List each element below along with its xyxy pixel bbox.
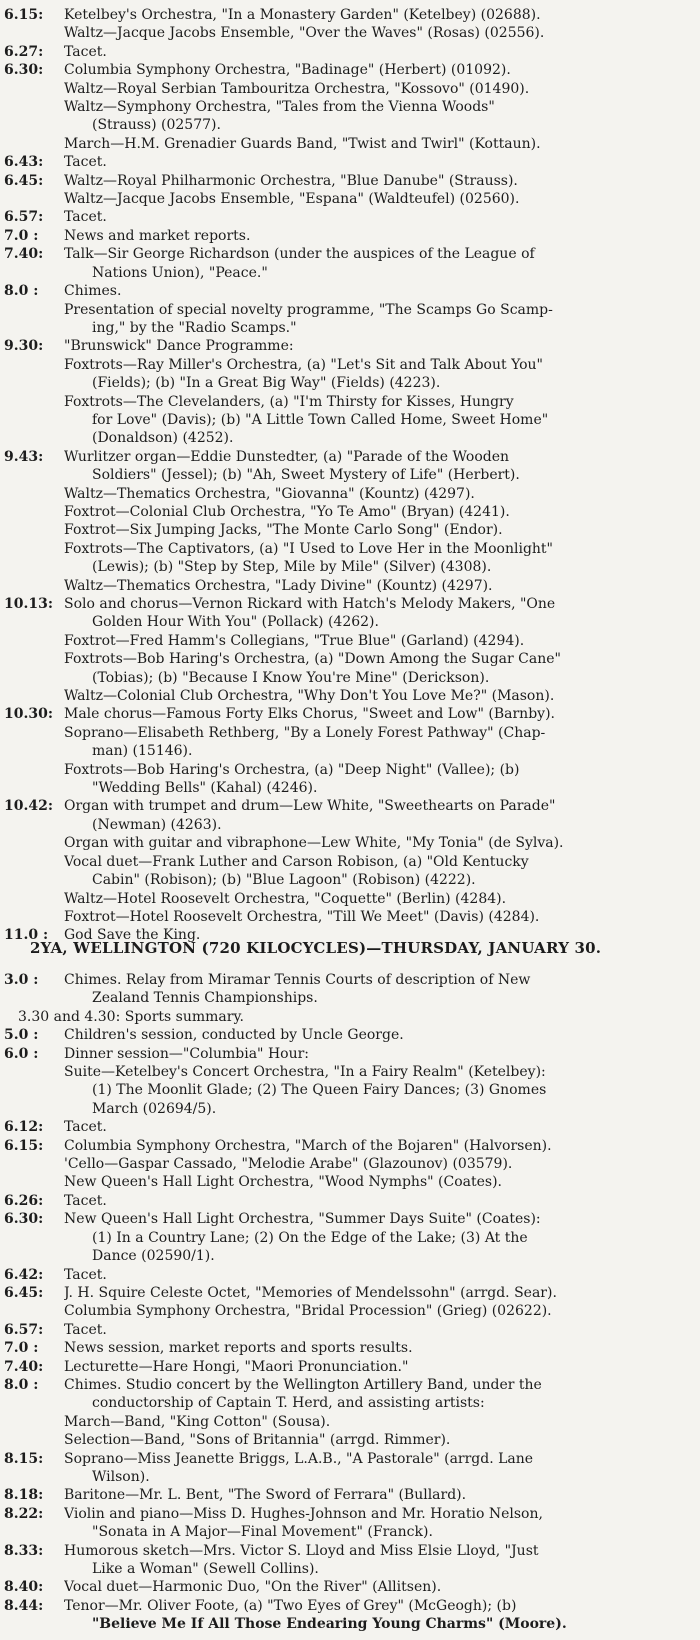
entry-line: New Queen's Hall Light Orchestra, "Wood Nymphs" (Coates).: [64, 1174, 502, 1191]
entry-time: 10.30:: [4, 706, 54, 723]
programme-entry: [4, 172, 672, 209]
programme-entry: [4, 1578, 672, 1596]
entry-time: 6.30:: [4, 1211, 44, 1228]
entry-line: (Tobias); (b) "Because I Know You're Mine" (Derickson).: [92, 669, 490, 686]
entry-time: 6.0 :: [4, 1045, 39, 1062]
entry-line: Tacet.: [64, 1119, 107, 1136]
entry-line: Tacet.: [64, 154, 107, 171]
programme-entry: [4, 1542, 672, 1579]
entry-time: 9.43:: [4, 448, 44, 465]
programme-entry: [4, 1376, 672, 1450]
entry-time: 8.18:: [4, 1487, 44, 1504]
entry-line: Organ with trumpet and drum—Lew White, "Sweethearts on Parade": [64, 798, 556, 815]
programme-entry: [4, 208, 672, 226]
programme-entry: [4, 245, 672, 282]
entry-time: 8.22:: [4, 1505, 44, 1522]
programme-entry: [4, 1505, 672, 1542]
entry-line: Foxtrots—Ray Miller's Orchestra, (a) "Let's Sit and Talk About You": [64, 356, 543, 373]
entry-line: Tacet.: [64, 1192, 107, 1209]
entry-line: Violin and piano—Miss D. Hughes-Johnson and Mr. Horatio Nelson,: [64, 1505, 543, 1522]
entry-line: Wurlitzer organ—Eddie Dunstedter, (a) "Parade of the Wooden: [64, 448, 510, 465]
programme-entry: [4, 797, 672, 926]
entry-line: Waltz—Thematics Orchestra, "Giovanna" (Kountz) (4297).: [64, 485, 475, 502]
entry-line: Foxtrots—The Captivators, (a) "I Used to Love Her in the Moonlight": [64, 540, 553, 557]
entry-line: Waltz—Symphony Orchestra, "Tales from the Vienna Woods": [64, 99, 495, 116]
entry-time: 8.0 :: [4, 283, 39, 300]
entry-line: (Strauss) (02577).: [92, 117, 221, 134]
entry-time: 3.0 :: [4, 972, 39, 988]
entry-line: Solo and chorus—Vernon Rickard with Hatch's Melody Makers, "One: [64, 596, 556, 612]
entry-time: 10.13:: [4, 596, 54, 612]
entry-line: Zealand Tennis Championships.: [92, 990, 318, 1007]
entry-line: God Save the King.: [64, 927, 201, 944]
entry-line: (1) The Moonlit Glade; (2) The Queen Fairy Dances; (3) Gnomes: [92, 1082, 547, 1099]
entry-time: 8.44:: [4, 1597, 44, 1614]
programme-entry: [4, 595, 672, 705]
programme-entry: [4, 1358, 672, 1376]
entry-time: 5.0 :: [4, 1027, 39, 1044]
entry-time: 6.42:: [4, 1266, 44, 1283]
programme-entry: [4, 337, 672, 447]
programme-entry: [4, 1137, 672, 1192]
entry-line: man) (15146).: [92, 743, 193, 760]
entry-line: Children's session, conducted by Uncle George.: [64, 1027, 404, 1044]
entry-line: Like a Woman" (Sewell Collins).: [92, 1561, 319, 1577]
entry-time: 10.42:: [4, 798, 54, 815]
entry-time: 6.27:: [4, 43, 44, 60]
entry-time: 6.45:: [4, 172, 44, 189]
entry-line: Cabin" (Robison); (b) "Blue Lagoon" (Robison) (4222).: [92, 872, 476, 889]
entry-line: Columbia Symphony Orchestra, "Badinage" (Herbert) (01092).: [64, 62, 511, 79]
entry-line: Male chorus—Famous Forty Elks Chorus, "Sweet and Low" (Barnby).: [64, 706, 555, 723]
entry-line: Foxtrots—The Clevelanders, (a) "I'm Thirsty for Kisses, Hungry: [64, 393, 514, 410]
entry-time: 8.33:: [4, 1542, 44, 1559]
entry-line: Organ with guitar and vibraphone—Lew White, "My Tonia" (de Sylva).: [64, 835, 564, 852]
entry-line: Chimes. Studio concert by the Wellington Artillery Band, under the: [64, 1376, 542, 1393]
entry-line: Vocal duet—Harmonic Duo, "On the River" (Allitsen).: [64, 1579, 442, 1596]
entry-line: conductorship of Captain T. Herd, and assisting artists:: [92, 1395, 485, 1412]
programme-entry: [4, 448, 672, 595]
entry-line: Nations Union), "Peace.": [92, 264, 268, 281]
programme-entry: [4, 1210, 672, 1265]
entry-line: Talk—Sir George Richardson (under the auspices of the League of: [64, 246, 535, 263]
entry-line: Waltz—Hotel Roosevelt Orchestra, "Coquette" (Berlin) (4284).: [64, 890, 507, 907]
entry-line: Waltz—Jacque Jacobs Ensemble, "Over the Waves" (Rosas) (02556).: [64, 25, 545, 42]
entry-line: (Fields); (b) "In a Great Big Way" (Fields) (4223).: [92, 375, 441, 392]
entry-line: Tacet.: [64, 43, 107, 60]
entry-line: Soprano—Miss Jeanette Briggs, L.A.B., "A Pastorale" (arrgd. Lane: [64, 1450, 534, 1467]
entry-line: March—Band, "King Cotton" (Sousa).: [64, 1413, 331, 1430]
entry-line: Foxtrot—Fred Hamm's Collegians, "True Blue" (Garland) (4294).: [64, 632, 525, 649]
entry-time: 7.40:: [4, 246, 44, 263]
entry-line: Golden Hour With You" (Pollack) (4262).: [92, 614, 379, 631]
entry-time: 9.30:: [4, 338, 44, 355]
programme-entry: [4, 1118, 672, 1136]
entry-line: (1) In a Country Lane; (2) On the Edge of the Lake; (3) At the: [92, 1229, 528, 1246]
station-heading: 2YA, WELLINGTON (720 KILOCYCLES)—THURSDAY, JANUARY 30.: [30, 939, 602, 957]
programme-entry: [4, 1266, 672, 1284]
entry-line: Lecturette—Hare Hongi, "Maori Pronunciation.": [64, 1358, 409, 1375]
entry-line: "Wedding Bells" (Kahal) (4246).: [92, 780, 318, 797]
programme-entry: [4, 1026, 672, 1044]
programme-entry: [4, 1008, 672, 1026]
programme-entry: [4, 1284, 672, 1321]
entry-line: Tacet.: [64, 209, 107, 226]
entry-line: (Lewis); (b) "Step by Step, Mile by Mile" (Silver) (4308).: [92, 559, 492, 576]
entry-line: "Brunswick" Dance Programme:: [64, 338, 294, 355]
entry-line: Waltz—Thematics Orchestra, "Lady Divine" (Kountz) (4297).: [64, 577, 493, 594]
entry-line: Tenor—Mr. Oliver Foote, (a) "Two Eyes of Grey" (McGeogh); (b): [64, 1597, 517, 1614]
programme-entry: [4, 1339, 672, 1357]
entry-line: Tacet.: [64, 1266, 107, 1283]
entry-line: Vocal duet—Frank Luther and Carson Robison, (a) "Old Kentucky: [64, 853, 529, 870]
entry-line: (Newman) (4263).: [92, 816, 222, 833]
entry-time: 8.0 :: [4, 1376, 39, 1393]
programme-entry: [4, 282, 672, 337]
programme-entry: [4, 43, 672, 61]
entry-line: News session, market reports and sports results.: [64, 1340, 413, 1357]
entry-time: 11.0 :: [4, 927, 49, 944]
entry-line: J. H. Squire Celeste Octet, "Memories of Mendelssohn" (arrgd. Sear).: [64, 1284, 557, 1301]
entry-line: 3.30 and 4.30: Sports summary.: [18, 1008, 244, 1025]
entry-line: Foxtrots—Bob Haring's Orchestra, (a) "Down Among the Sugar Cane": [64, 651, 561, 668]
entry-line: Dance (02590/1).: [92, 1248, 215, 1265]
programme-entry: [4, 1045, 672, 1119]
entry-line: ing," by the "Radio Scamps.": [92, 319, 297, 336]
entry-line: Columbia Symphony Orchestra, "Bridal Procession" (Grieg) (02622).: [64, 1303, 552, 1320]
entry-line: Suite—Ketelbey's Concert Orchestra, "In a Fairy Realm" (Ketelbey):: [64, 1064, 546, 1081]
entry-line: Waltz—Jacque Jacobs Ensemble, "Espana" (Waldteufel) (02560).: [64, 191, 520, 208]
entry-time: 6.57:: [4, 209, 44, 226]
programme-entry: [4, 1192, 672, 1210]
programme-part-2: [4, 971, 672, 1634]
programme-entry: [4, 705, 672, 797]
programme-entry: [4, 153, 672, 171]
entry-line: Foxtrot—Hotel Roosevelt Orchestra, "Till We Meet" (Davis) (4284).: [64, 908, 540, 925]
programme-entry: [4, 1321, 672, 1339]
entry-line: "Sonata in A Major—Final Movement" (Franck).: [92, 1524, 433, 1541]
programme-entry: [4, 971, 672, 1008]
entry-line: "Believe Me If All Those Endearing Young Charms" (Moore).: [92, 1616, 567, 1633]
entry-time: 6.30:: [4, 62, 44, 79]
entry-line: Tacet.: [64, 1321, 107, 1338]
entry-time: 6.26:: [4, 1192, 44, 1209]
entry-time: 6.45:: [4, 1284, 44, 1301]
entry-line: Columbia Symphony Orchestra, "March of the Bojaren" (Halvorsen).: [64, 1137, 552, 1154]
entry-line: Chimes. Relay from Miramar Tennis Courts of description of New: [64, 972, 531, 988]
entry-line: Waltz—Royal Philharmonic Orchestra, "Blue Danube" (Strauss).: [64, 172, 518, 189]
entry-line: Soprano—Elisabeth Rethberg, "By a Lonely Forest Pathway" (Chap-: [64, 724, 546, 741]
entry-line: for Love" (Davis); (b) "A Little Town Called Home, Sweet Home": [92, 411, 549, 428]
programme-part-1: [4, 6, 672, 945]
entry-time: 7.0 :: [4, 1340, 39, 1357]
entry-line: Selection—Band, "Sons of Britannia" (arrgd. Rimmer).: [64, 1432, 451, 1449]
entry-time: 6.57:: [4, 1321, 44, 1338]
entry-line: News and market reports.: [64, 227, 251, 244]
entry-line: Presentation of special novelty programme, "The Scamps Go Scamp-: [64, 301, 553, 318]
entry-line: March (02694/5).: [92, 1100, 217, 1117]
entry-time: 8.40:: [4, 1579, 44, 1596]
entry-line: New Queen's Hall Light Orchestra, "Summer Days Suite" (Coates):: [64, 1211, 541, 1228]
entry-line: Waltz—Colonial Club Orchestra, "Why Don't You Love Me?" (Mason).: [64, 688, 555, 705]
entry-time: 6.15:: [4, 7, 44, 23]
entry-line: Foxtrots—Bob Haring's Orchestra, (a) "Deep Night" (Vallee); (b): [64, 761, 520, 778]
entry-line: Foxtrot—Colonial Club Orchestra, "Yo Te Amo" (Bryan) (4241).: [64, 503, 510, 520]
entry-line: 'Cello—Gaspar Cassado, "Melodie Arabe" (Glazounov) (03579).: [64, 1156, 513, 1173]
entry-line: Ketelbey's Orchestra, "In a Monastery Garden" (Ketelbey) (02688).: [64, 7, 541, 23]
entry-line: Chimes.: [64, 283, 122, 300]
entry-time: 6.12:: [4, 1119, 44, 1136]
programme-entry: [4, 61, 672, 153]
entry-time: 6.43:: [4, 154, 44, 171]
entry-time: 7.40:: [4, 1358, 44, 1375]
entry-line: Waltz—Royal Serbian Tambouritza Orchestra, "Kossovo" (01490).: [64, 80, 530, 97]
programme-entry: [4, 1450, 672, 1487]
entry-line: Dinner session—"Columbia" Hour:: [64, 1045, 310, 1062]
entry-line: Foxtrot—Six Jumping Jacks, "The Monte Carlo Song" (Endor).: [64, 522, 503, 539]
programme-entry: [4, 1486, 672, 1504]
programme-entry: [4, 6, 672, 43]
entry-time: 8.15:: [4, 1450, 44, 1467]
entry-time: 7.0 :: [4, 227, 39, 244]
entry-line: March—H.M. Grenadier Guards Band, "Twist and Twirl" (Kottaun).: [64, 135, 541, 152]
entry-line: Humorous sketch—Mrs. Victor S. Lloyd and Miss Elsie Lloyd, "Just: [64, 1542, 539, 1559]
programme-entry: [4, 227, 672, 245]
entry-line: Wilson).: [92, 1468, 150, 1485]
entry-line: Soldiers" (Jessel); (b) "Ah, Sweet Mystery of Life" (Herbert).: [92, 467, 520, 484]
entry-line: Baritone—Mr. L. Bent, "The Sword of Ferrara" (Bullard).: [64, 1487, 467, 1504]
entry-line: (Donaldson) (4252).: [92, 430, 234, 447]
entry-time: 6.15:: [4, 1137, 44, 1154]
programme-entry: [4, 1597, 672, 1634]
